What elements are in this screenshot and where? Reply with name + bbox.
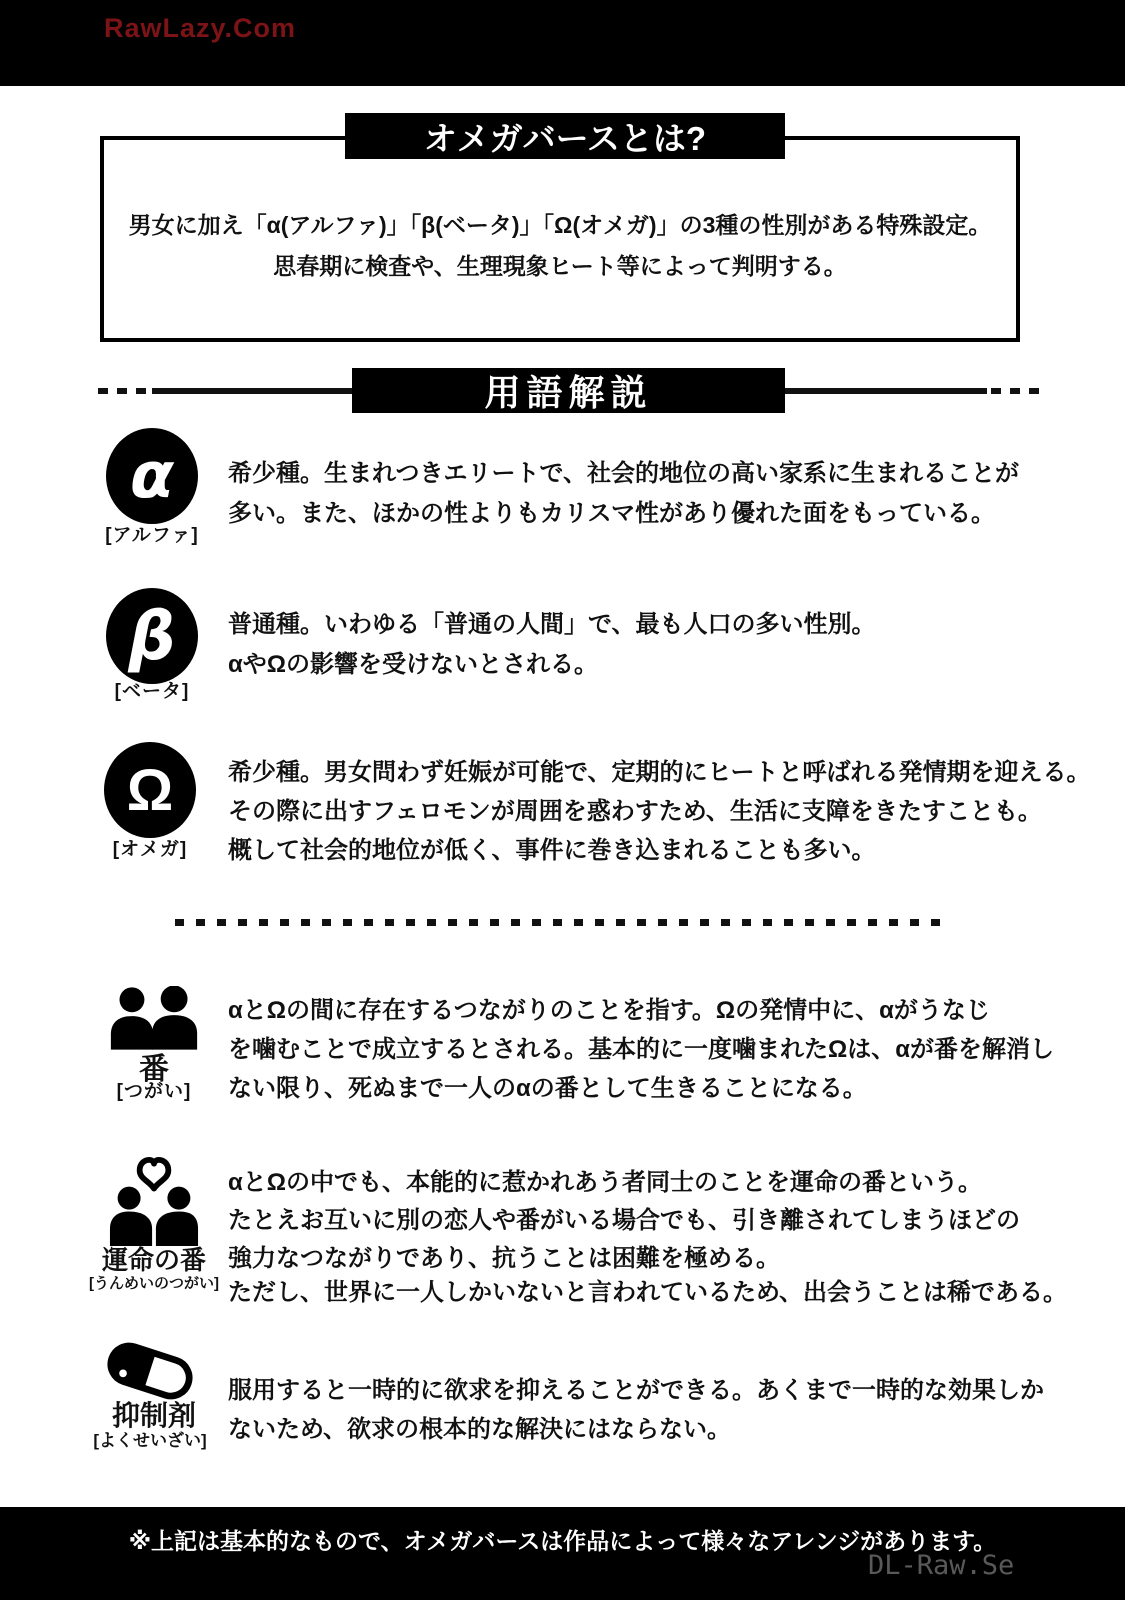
unmei-desc-line-4: ただし、世界に一人しかいないと言われているため、出会うことは稀である。 — [228, 1279, 1068, 1306]
dlraw-watermark: DL-Raw.Se — [868, 1550, 1015, 1581]
alpha-reading: [アルファ] — [105, 525, 199, 546]
beta-reading: [ベータ] — [114, 681, 190, 702]
intro-title-banner: オメガバースとは? — [345, 113, 785, 159]
unmei-desc-line-2: たとえお互いに別の恋人や番がいる場合でも、引き離されてしまうほどの — [228, 1207, 1020, 1234]
left-rule — [152, 388, 352, 394]
top-black-bar — [0, 0, 1125, 86]
omega-desc-line-3: 概して社会的地位が低く、事件に巻き込まれることも多い。 — [228, 837, 876, 864]
omega-symbol: Ω — [126, 757, 174, 823]
omega-desc-line-1: 希少種。男女問わず妊娠が可能で、定期的にヒートと呼ばれる発情期を迎える。 — [228, 759, 1091, 786]
intro-text — [100, 205, 1020, 287]
beta-circle-icon — [106, 588, 198, 684]
tsugai-reading: [つがい] — [116, 1081, 192, 1102]
unmei-term: 運命の番 — [101, 1245, 206, 1275]
alpha-desc-line-1: 希少種。生まれつきエリートで、社会的地位の高い家系に生まれることが — [228, 460, 1020, 487]
alpha-circle-icon — [106, 428, 198, 524]
right-rule — [785, 388, 987, 394]
beta-symbol: β — [128, 597, 176, 675]
omega-desc-line-2: その際に出すフェロモンが周囲を惑わすため、生活に支障をきたすことも。 — [228, 798, 1042, 825]
yokuseizai-desc-line-2: ないため、欲求の根本的な解決にはならない。 — [228, 1416, 732, 1443]
alpha-desc-line-2: 多い。また、ほかの性よりもカリスマ性があり優れた面をもっている。 — [228, 500, 996, 527]
tsugai-desc-line-3: ない限り、死ぬまで一人のαの番として生きることになる。 — [228, 1075, 867, 1102]
omega-reading: [オメガ] — [112, 839, 188, 860]
tsugai-desc-line-1: αとΩの間に存在するつながりのことを指す。Ωの発情中に、αがうなじ — [228, 997, 990, 1024]
tsugai-term: 番 — [139, 1053, 169, 1086]
unmei-reading: [うんめいのつがい] — [89, 1275, 219, 1292]
couple-heart-icon — [108, 1156, 200, 1246]
yokuseizai-desc-line-1: 服用すると一時的に欲求を抑えることができる。あくまで一時的な効果しか — [228, 1377, 1044, 1404]
alpha-symbol: α — [130, 439, 174, 513]
two-people-icon — [108, 986, 200, 1050]
right-dash-ornament — [991, 388, 1039, 394]
footer-note: ※上記は基本的なもので、オメガバースは作品によって様々なアレンジがあります。 — [128, 1528, 997, 1554]
unmei-desc-line-3: 強力なつながりであり、抗うことは困難を極める。 — [228, 1245, 780, 1272]
beta-desc-line-2: αやΩの影響を受けないとされる。 — [228, 651, 598, 678]
section-dashed-divider — [175, 919, 951, 926]
yokuseizai-term: 抑制剤 — [111, 1400, 196, 1431]
rawlazy-watermark: RawLazy.Com — [104, 13, 297, 43]
intro-line-1: 男女に加え「α(アルファ)」「β(ベータ)」「Ω(オメガ)」の3種の性別がある特殊設定。 — [128, 212, 992, 238]
beta-desc-line-1: 普通種。いわゆる「普通の人間」で、最も人口の多い性別。 — [228, 611, 876, 638]
left-dash-ornament — [98, 388, 146, 394]
glossary-title-banner: 用語解説 — [352, 368, 785, 413]
unmei-desc-line-1: αとΩの中でも、本能的に惹かれあう者同士のことを運命の番という。 — [228, 1169, 982, 1196]
tsugai-desc-line-2: を噛むことで成立するとされる。基本的に一度噛まれたΩは、αが番を解消し — [228, 1036, 1054, 1063]
omega-circle-icon — [104, 742, 196, 838]
yokuseizai-reading: [よくせいざい] — [93, 1431, 207, 1450]
intro-line-2: 思春期に検査や、生理現象ヒート等によって判明する。 — [273, 253, 847, 279]
